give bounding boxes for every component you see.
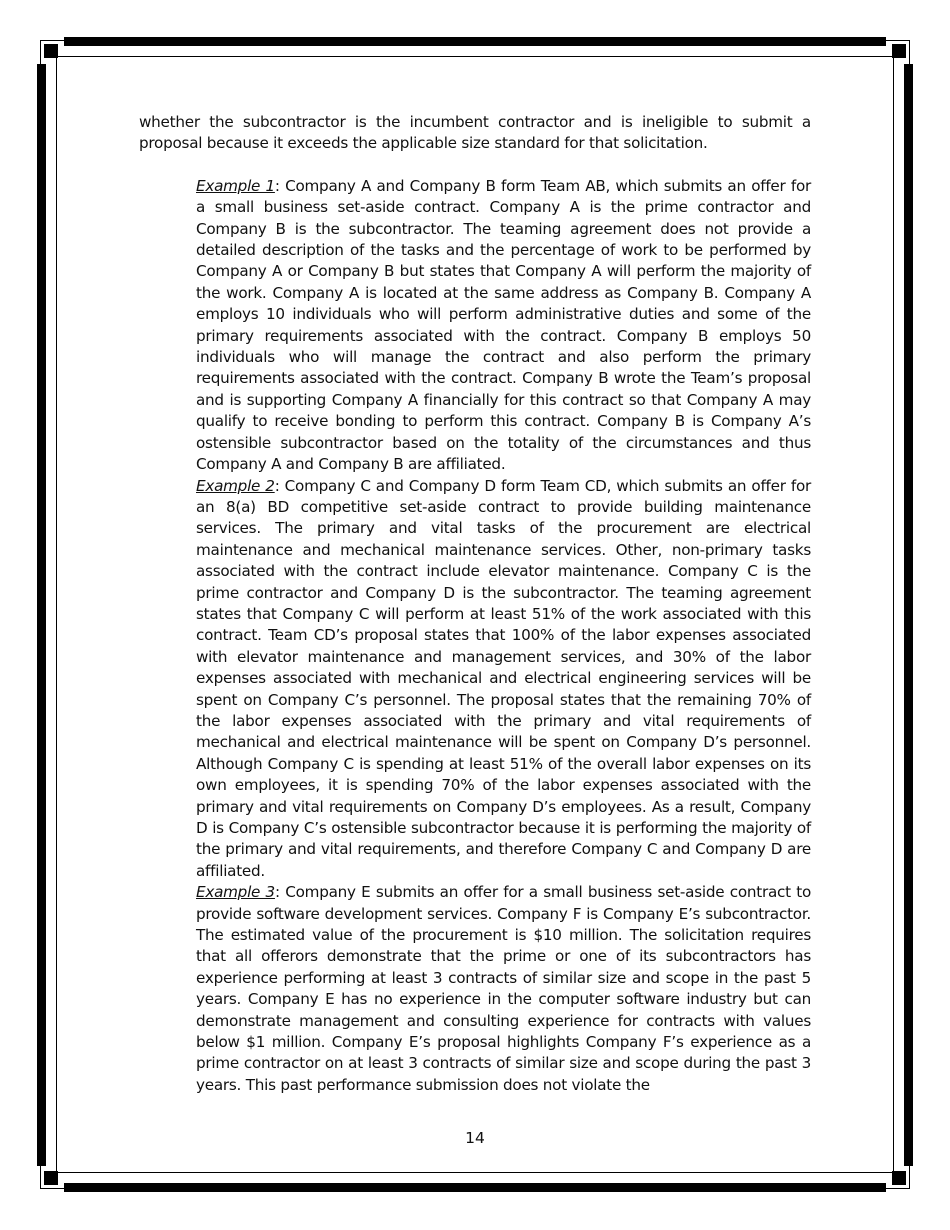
example-2-label: Example 2 bbox=[196, 476, 275, 495]
example-1-text: : Company A and Company B form Team AB, which submits an offer for a small business set-aside contract. Company A is the prime contractor and Company B is the subcontractor. The teaming agreement does not provide a detailed description of the tasks and the percentage of work to be performed by Company A or Company B but states that Company A will perform the majority of the work. Company A is located at the same address as Company B. Company A employs 10 individuals who will perform administrative duties and some of the primary requirements associated with the contract. Company B employs 50 individuals who will manage the contract and also perform the primary requirements associated with the contract. Company B wrote the Team’s proposal and is supporting Company A financially for this contract so that Company A may qualify to receive bonding to perform this contract. Company B is Company A’s ostensible subcontractor based on the totality of the circumstances and thus Company A and Company B are affiliated. bbox=[196, 176, 811, 474]
page-number: 14 bbox=[465, 1129, 485, 1147]
document-body bbox=[139, 112, 811, 1096]
intro-paragraph: whether the subcontractor is the incumbent contractor and is ineligible to submit a proposal because it exceeds the applicable size standard for that solicitation. bbox=[139, 113, 811, 153]
page-border-corner-bottom-left bbox=[44, 1171, 58, 1185]
page-border-corner-bottom-right bbox=[892, 1171, 906, 1185]
example-3-paragraph bbox=[196, 882, 811, 1096]
page-border-top-bar bbox=[64, 37, 886, 46]
example-1-label: Example 1 bbox=[196, 176, 275, 195]
example-3-text: : Company E submits an offer for a small business set-aside contract to provide software development services. Company F is Company E’s subcontractor. The estimated value of the procurement is $10 million. The solicitation requires that all offerors demonstrate that the prime or one of its subcontractors has experience performing at least 3 contracts of similar size and scope in the past 5 years. Company E has no experience in the computer software industry but can demonstrate management and consulting experience for contracts with values below $1 million. Company E’s proposal highlights Company F’s experience as a prime contractor on at least 3 contracts of similar size and scope during the past 3 years. This past performance submission does not violate the bbox=[196, 883, 811, 1094]
page-border-corner-top-right bbox=[892, 44, 906, 58]
page-border-left-bar bbox=[37, 64, 46, 1166]
example-2-text: : Company C and Company D form Team CD, which submits an offer for an 8(a) BD competitive set-aside contract to provide building maintenance services. The primary and vital tasks of the procurement are electrical maintenance and mechanical maintenance services. Other, non-primary tasks associated with the contract include elevator maintenance. Company C is the prime contractor and Company D is the subcontractor. The teaming agreement states that Company C will perform at least 51% of the work associated with this contract. Team CD’s proposal states that 100% of the labor expenses associated with elevator maintenance and management services, and 30% of the labor expenses associated with mechanical and electrical engineering services will be spent on Company C’s personnel. The proposal states that the remaining 70% of the labor expenses associated with the primary and vital requirements of mechanical and electrical maintenance will be spent on Company D’s personnel. Although Company C is spending at least 51% of the overall labor expenses on its own employees, it is spending 70% of the labor expenses associated with the primary and vital requirements on Company D’s employees. As a result, Company D is Company C’s ostensible subcontractor because it is performing the majority of the primary and vital requirements, and therefore Company C and Company D are affiliated. bbox=[196, 476, 811, 880]
page-border-right-bar bbox=[904, 64, 913, 1166]
page-border-bottom-bar bbox=[64, 1183, 886, 1192]
example-1-paragraph bbox=[196, 176, 811, 476]
example-3-label: Example 3 bbox=[196, 883, 275, 902]
example-2-paragraph bbox=[196, 476, 811, 883]
